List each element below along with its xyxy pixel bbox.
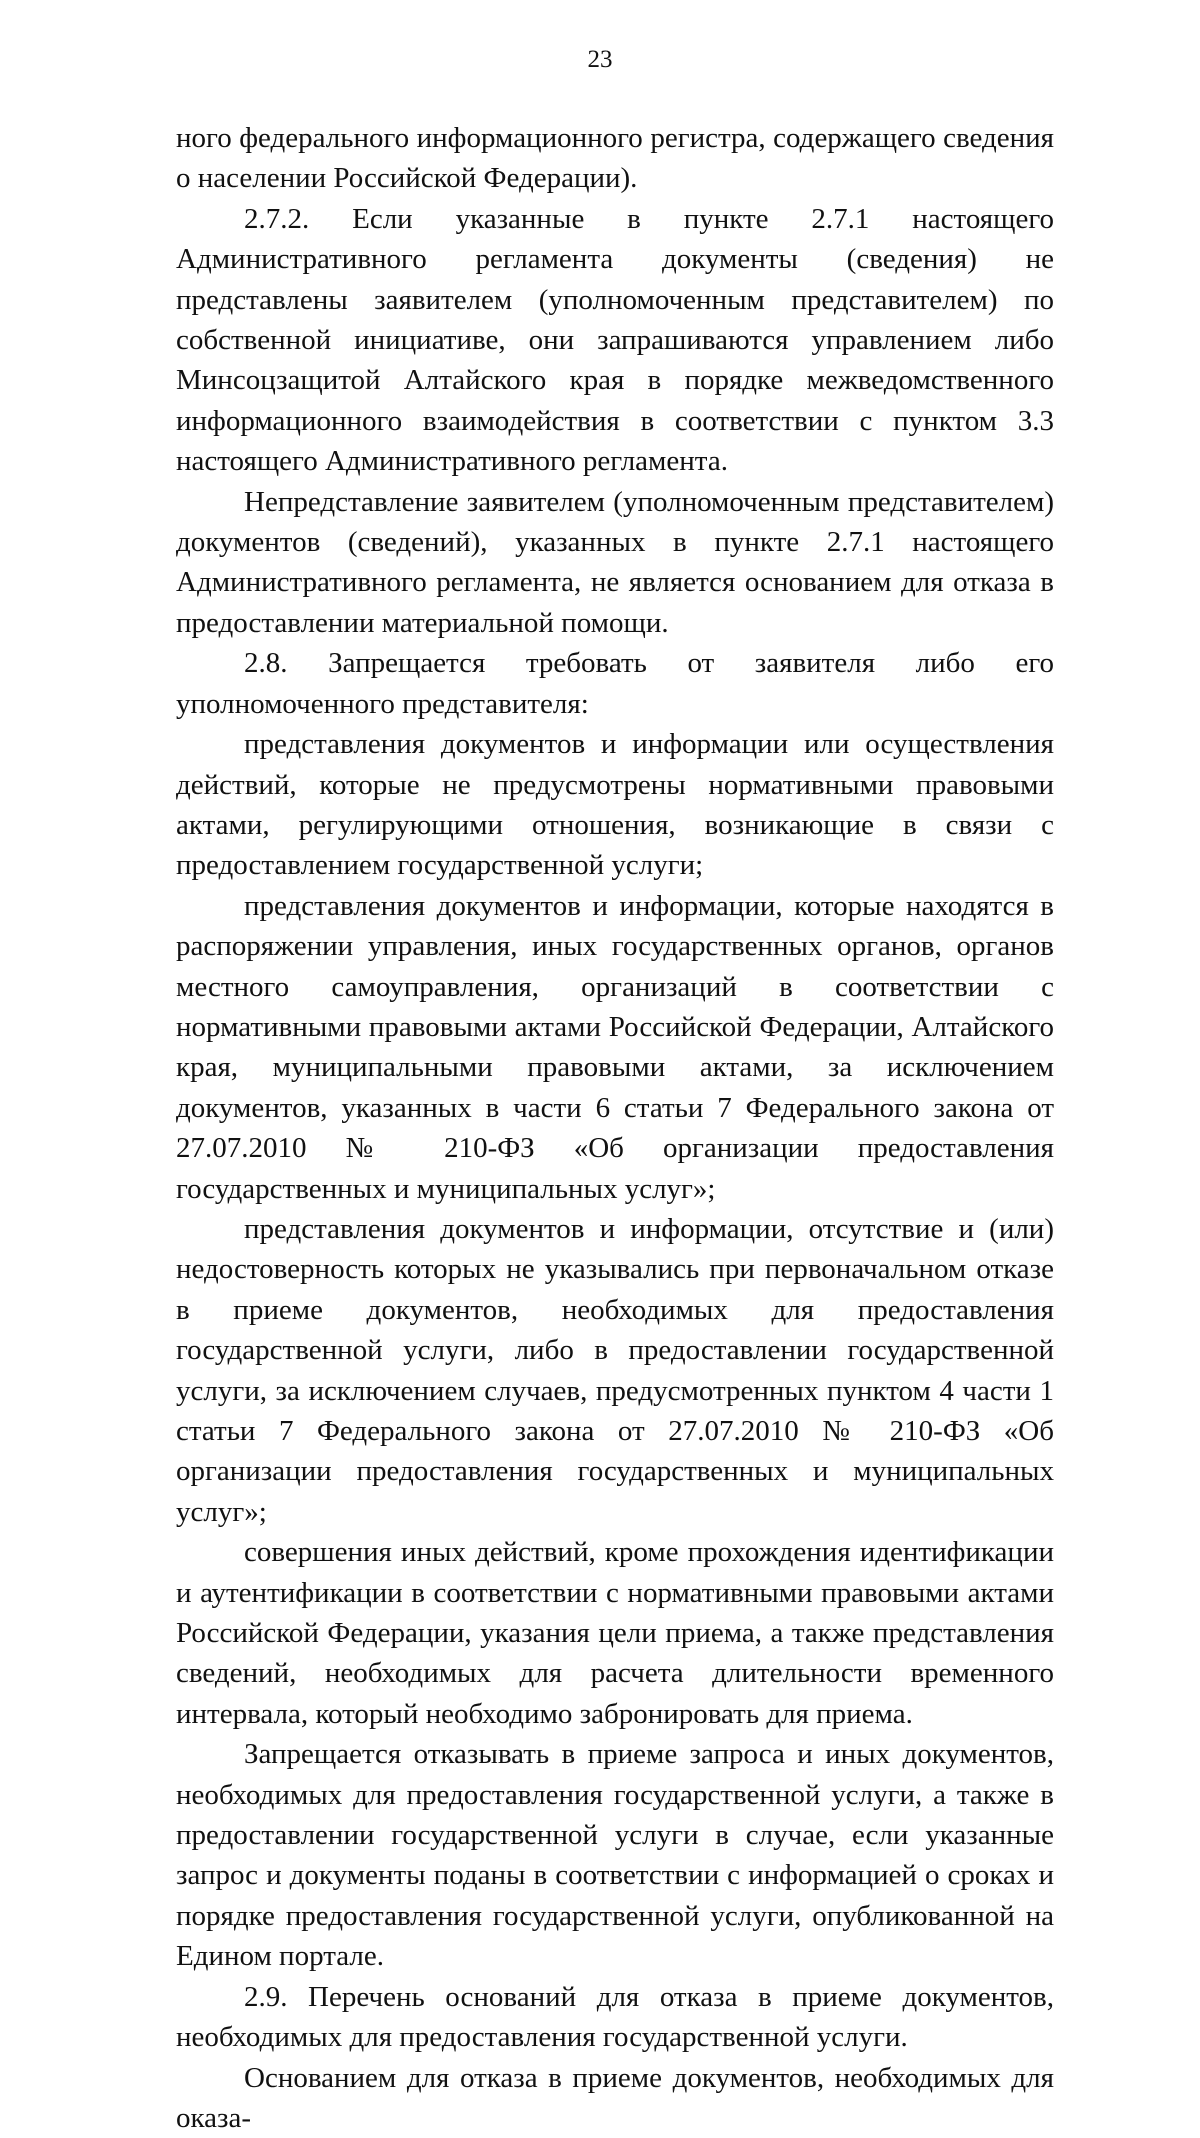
paragraph-2-8: 2.8. Запрещается требовать от заявителя либо его уполномоченного представителя: — [176, 643, 1054, 724]
document-body — [176, 118, 1054, 2138]
paragraph-grounds: Основанием для отказа в приеме документов, необходимых для оказа- — [176, 2058, 1054, 2138]
paragraph-continuation: ного федерального информационного регистра, содержащего сведения о населении Российской Федерации). — [176, 118, 1054, 199]
list-item-2: представления документов и информации, которые находятся в распоряжении управления, иных государственных органов, органов местного самоуправления, организаций в соответствии с нормативными правовыми актами Российской Федерации, Алтайского края, муниципальными правовыми актами, за исключением документов, указанных в части 6 статьи 7 Федерального закона от 27.07.2010 № 210-ФЗ «Об организации предоставления государственных и муниципальных услуг»; — [176, 886, 1054, 1209]
list-item-1: представления документов и информации или осуществления действий, которые не предусмотрены нормативными правовыми актами, регулирующими отношения, возникающие в связи с предоставлением государственной услуги; — [176, 724, 1054, 886]
paragraph-refusal-prohibition: Запрещается отказывать в приеме запроса и иных документов, необходимых для предоставления государственной услуги, а также в предоставлении государственной услуги в случае, если указанные запрос и документы поданы в соответствии с информацией о сроках и порядке предоставления государственной услуги, опубликованной на Едином портале. — [176, 1734, 1054, 1976]
list-item-3: представления документов и информации, отсутствие и (или) недостоверность которых не указывались при первоначальном отказе в приеме документов, необходимых для предоставления государственной услуги, либо в предоставлении государственной услуги, за исключением случаев, предусмотренных пунктом 4 части 1 статьи 7 Федерального закона от 27.07.2010 № 210-ФЗ «Об организации предоставления государственных и муниципальных услуг»; — [176, 1209, 1054, 1532]
list-item-4: совершения иных действий, кроме прохождения идентификации и аутентификации в соответствии с нормативными правовыми актами Российской Федерации, указания цели приема, а также представления сведений, необходимых для расчета длительности временного интервала, который необходимо забронировать для приема. — [176, 1532, 1054, 1734]
paragraph-2-9: 2.9. Перечень оснований для отказа в приеме документов, необходимых для предоставления государственной услуги. — [176, 1977, 1054, 2058]
page-number: 23 — [0, 46, 1200, 74]
paragraph-non-submission: Непредставление заявителем (уполномоченным представителем) документов (сведений), указанных в пункте 2.7.1 настоящего Административного регламента, не является основанием для отказа в предоставлении материальной помощи. — [176, 482, 1054, 644]
paragraph-2-7-2: 2.7.2. Если указанные в пункте 2.7.1 настоящего Административного регламента документы (сведения) не представлены заявителем (уполномоченным представителем) по собственной инициативе, они запрашиваются управлением либо Минсоцзащитой Алтайского края в порядке межведомственного информационного взаимодействия в соответствии с пунктом 3.3 настоящего Административного регламента. — [176, 199, 1054, 482]
